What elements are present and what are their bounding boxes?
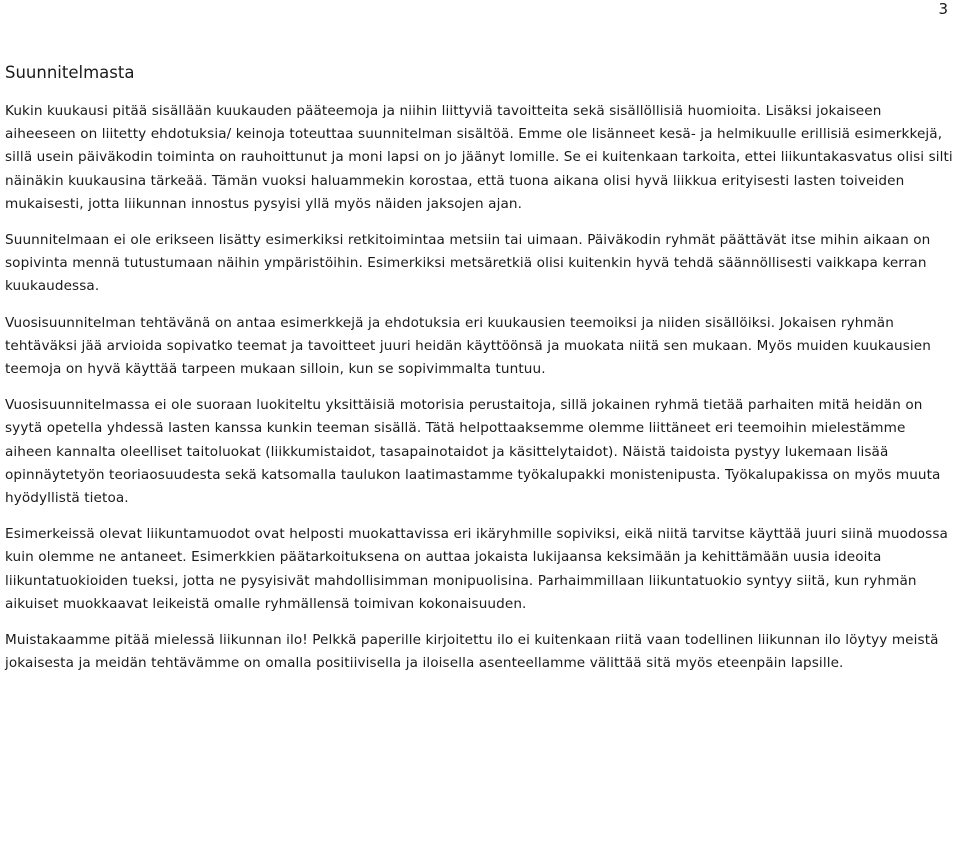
paragraph-examples: Esimerkeissä olevat liikuntamuodot ovat helposti muokattavissa eri ikäryhmille sopiviksi, eikä niitä tarvitse käyttää juuri siinä muodossa kuin olemme ne antaneet. Esimerkkien päätarkoituksena on auttaa jokaista lukijaansa keksimään ja kehittämään uusia ideoita liikuntatuokioiden tueksi, jotta ne pysyisivät mahdollisimman monipuolisina. Parhaimmillaan liikuntatuokio syntyy siitä, kun ryhmän aikuiset muokkaavat leikeistä omalle ryhmällensä toimivan kokonaisuuden. <box>5 526 948 612</box>
paragraph-excursions: Suunnitelmaan ei ole erikseen lisätty esimerkiksi retkitoimintaa metsiin tai uimaan. Päiväkodin ryhmät päättävät itse mihin aikaan on sopivinta mennä tutustumaan näihin ympäristöihin. Esimerkiksi metsäretkiä olisi kuitenkin hyvä tehdä säännöllisesti vaikkapa kerran kuukaudessa. <box>5 232 931 295</box>
paragraph-motor-skills: Vuosisuunnitelmassa ei ole suoraan luokiteltu yksittäisiä motorisia perustaitoja, sillä jokainen ryhmä tietää parhaiten mitä heidän on syytä opetella yhdessä lasten kanssa kunkin teeman sisällä. Tätä helpottaaksemme olemme liittäneet eri teemoihin mielestämme aiheen kannalta oleelliset taitoluokat (liikkumistaidot, tasapainotaidot ja käsittelytaidot). Näistä taidoista pystyy lukemaan lisää opinnäytetyön teoriaosuudesta sekä katsomalla taulukon laatimastamme työkalupakki monistenipusta. Työkalupakissa on myös muuta hyödyllistä tietoa. <box>5 397 941 507</box>
paragraph-plan-purpose: Vuosisuunnitelman tehtävänä on antaa esimerkkejä ja ehdotuksia eri kuukausien teemoiksi ja niiden sisällöiksi. Jokaisen ryhmän tehtäväksi jää arvioida sopivatko teemat ja tavoitteet juuri heidän käyttöönsä ja muokata niitä sen mukaan. Myös muiden kuukausien teemoja on hyvä käyttää tarpeen mukaan silloin, kun se sopivimmalta tuntuu. <box>5 314 931 378</box>
section-heading: Suunnitelmasta <box>5 63 135 82</box>
paragraph-monthly-themes: Kukin kuukausi pitää sisällään kuukauden pääteemoja ja niihin liittyviä tavoitteita sekä sisällöllisiä huomioita. Lisäksi jokaiseen aiheeseen on liitetty ehdotuksia/ keinoja toteuttaa suunnitelman sisältöä. Emme ole lisänneet kesä- ja helmikuulle erillisiä esimerkkejä, sillä usein päiväkodin toiminta on rauhoittunut ja moni lapsi on jo jäänyt lomille. Se ei kuitenkaan tarkoita, ettei liikuntakasvatus olisi silti näinäkin kuukausina tärkeää. Tämän vuoksi haluammekin korostaa, että tuona aikana olisi hyvä liikkua erityisesti lasten toiveiden mukaisesti, jotta liikunnan innostus pysyisi yllä myös näiden jaksojen ajan. <box>5 103 953 212</box>
document-body <box>5 62 955 688</box>
page-number: 3 <box>938 0 948 18</box>
paragraph-joy-of-movement: Muistakaamme pitää mielessä liikunnan ilo! Pelkkä paperille kirjoitettu ilo ei kuitenkaan riitä vaan todellinen liikunnan ilo löytyy meistä jokaisesta ja meidän tehtävämme on omalla positiivisella ja iloisella asenteellamme välittää sitä myös eteenpäin lapsille. <box>5 632 939 672</box>
